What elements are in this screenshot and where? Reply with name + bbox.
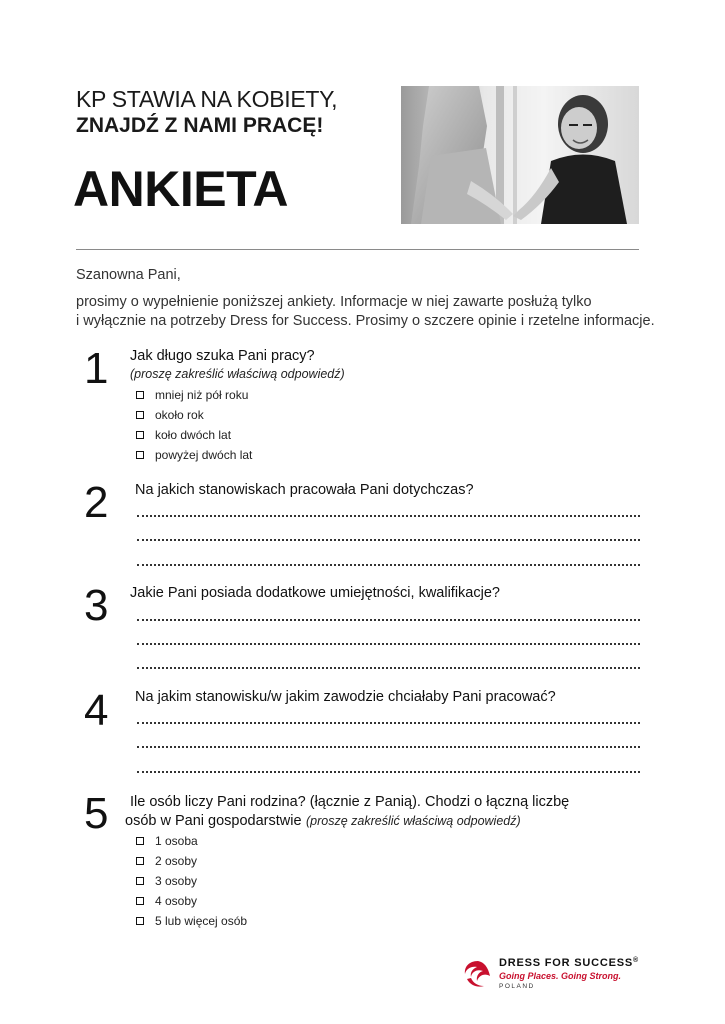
checkbox-option[interactable] bbox=[136, 425, 252, 445]
logo-country: POLAND bbox=[499, 983, 535, 990]
greeting: Szanowna Pani, bbox=[76, 267, 181, 283]
answer-line[interactable] bbox=[137, 643, 640, 647]
answer-line[interactable] bbox=[137, 771, 640, 775]
question-1-hint: (proszę zakreślić właściwą odpowiedź) bbox=[130, 367, 345, 381]
logo-swirl-icon bbox=[461, 957, 495, 991]
question-1-text: Jak długo szuka Pani pracy? bbox=[130, 348, 315, 364]
checkbox-option[interactable] bbox=[136, 385, 252, 405]
checkbox-option[interactable] bbox=[136, 445, 252, 465]
answer-line[interactable] bbox=[137, 515, 640, 519]
checkbox-icon[interactable] bbox=[136, 857, 144, 865]
question-2-text: Na jakich stanowiskach pracowała Pani dotychczas? bbox=[135, 482, 474, 498]
checkbox-option[interactable] bbox=[136, 831, 247, 851]
question-3-number: 3 bbox=[84, 581, 109, 630]
question-3-text: Jakie Pani posiada dodatkowe umiejętności, kwalifikacje? bbox=[130, 585, 500, 601]
option-label: koło dwóch lat bbox=[155, 428, 232, 442]
question-4-text: Na jakim stanowisku/w jakim zawodzie chciałaby Pani pracować? bbox=[135, 689, 556, 705]
question-5-number: 5 bbox=[84, 789, 109, 838]
checkbox-icon[interactable] bbox=[136, 897, 144, 905]
answer-line[interactable] bbox=[137, 667, 640, 671]
question-5-text-line2: osób w Pani gospodarstwie bbox=[125, 813, 302, 829]
intro-line2: i wyłącznie na potrzeby Dress for Success. Prosimy o szczere opinie i rzetelne informacje. bbox=[76, 313, 655, 329]
checkbox-icon[interactable] bbox=[136, 451, 144, 459]
option-label: 4 osoby bbox=[155, 894, 198, 908]
question-5-hint: (proszę zakreślić właściwą odpowiedź) bbox=[305, 814, 521, 828]
option-label: 3 osoby bbox=[155, 874, 198, 888]
intro-line1: prosimy o wypełnienie poniższej ankiety. Informacje w niej zawarte posłużą tylko bbox=[76, 294, 592, 310]
option-label: mniej niż pół roku bbox=[155, 388, 249, 402]
checkbox-icon[interactable] bbox=[136, 837, 144, 845]
option-label: 1 osoba bbox=[155, 834, 198, 848]
logo-tagline: Going Places. Going Strong. bbox=[499, 971, 622, 981]
checkbox-icon[interactable] bbox=[136, 411, 144, 419]
answer-line[interactable] bbox=[137, 619, 640, 623]
checkbox-icon[interactable] bbox=[136, 877, 144, 885]
checkbox-option[interactable] bbox=[136, 891, 247, 911]
answer-line[interactable] bbox=[137, 746, 640, 750]
checkbox-option[interactable] bbox=[136, 871, 247, 891]
logo-registered: ® bbox=[633, 957, 639, 964]
option-label: 2 osoby bbox=[155, 854, 198, 868]
question-4-number: 4 bbox=[84, 686, 109, 735]
logo-wordmark bbox=[499, 957, 639, 969]
header-kicker-line2: ZNAJDŹ Z NAMI PRACĘ! bbox=[76, 114, 324, 137]
checkbox-option[interactable] bbox=[136, 911, 247, 931]
question-5-text-line1: Ile osób liczy Pani rodzina? (łącznie z Panią). Chodzi o łączną liczbę bbox=[130, 794, 570, 810]
option-label: powyżej dwóch lat bbox=[155, 448, 253, 462]
dress-for-success-logo bbox=[461, 955, 641, 995]
question-5-options bbox=[136, 831, 247, 931]
question-2-number: 2 bbox=[84, 478, 109, 527]
logo-name: DRESS FOR SUCCESS bbox=[499, 957, 634, 969]
header-photo bbox=[401, 86, 639, 224]
checkbox-icon[interactable] bbox=[136, 391, 144, 399]
checkbox-icon[interactable] bbox=[136, 431, 144, 439]
intro-paragraph bbox=[76, 293, 656, 331]
question-1-options bbox=[136, 385, 252, 465]
checkbox-icon[interactable] bbox=[136, 917, 144, 925]
header-kicker-line1: KP STAWIA NA KOBIETY, bbox=[76, 86, 338, 112]
option-label: około rok bbox=[155, 408, 204, 422]
answer-line[interactable] bbox=[137, 564, 640, 568]
question-5-line2 bbox=[125, 812, 521, 830]
page-title: ANKIETA bbox=[73, 161, 289, 217]
answer-line[interactable] bbox=[137, 539, 640, 543]
checkbox-option[interactable] bbox=[136, 405, 252, 425]
answer-line[interactable] bbox=[137, 722, 640, 726]
header-divider bbox=[76, 249, 639, 250]
option-label: 5 lub więcej osób bbox=[155, 914, 248, 928]
checkbox-option[interactable] bbox=[136, 851, 247, 871]
question-1-number: 1 bbox=[84, 344, 109, 393]
